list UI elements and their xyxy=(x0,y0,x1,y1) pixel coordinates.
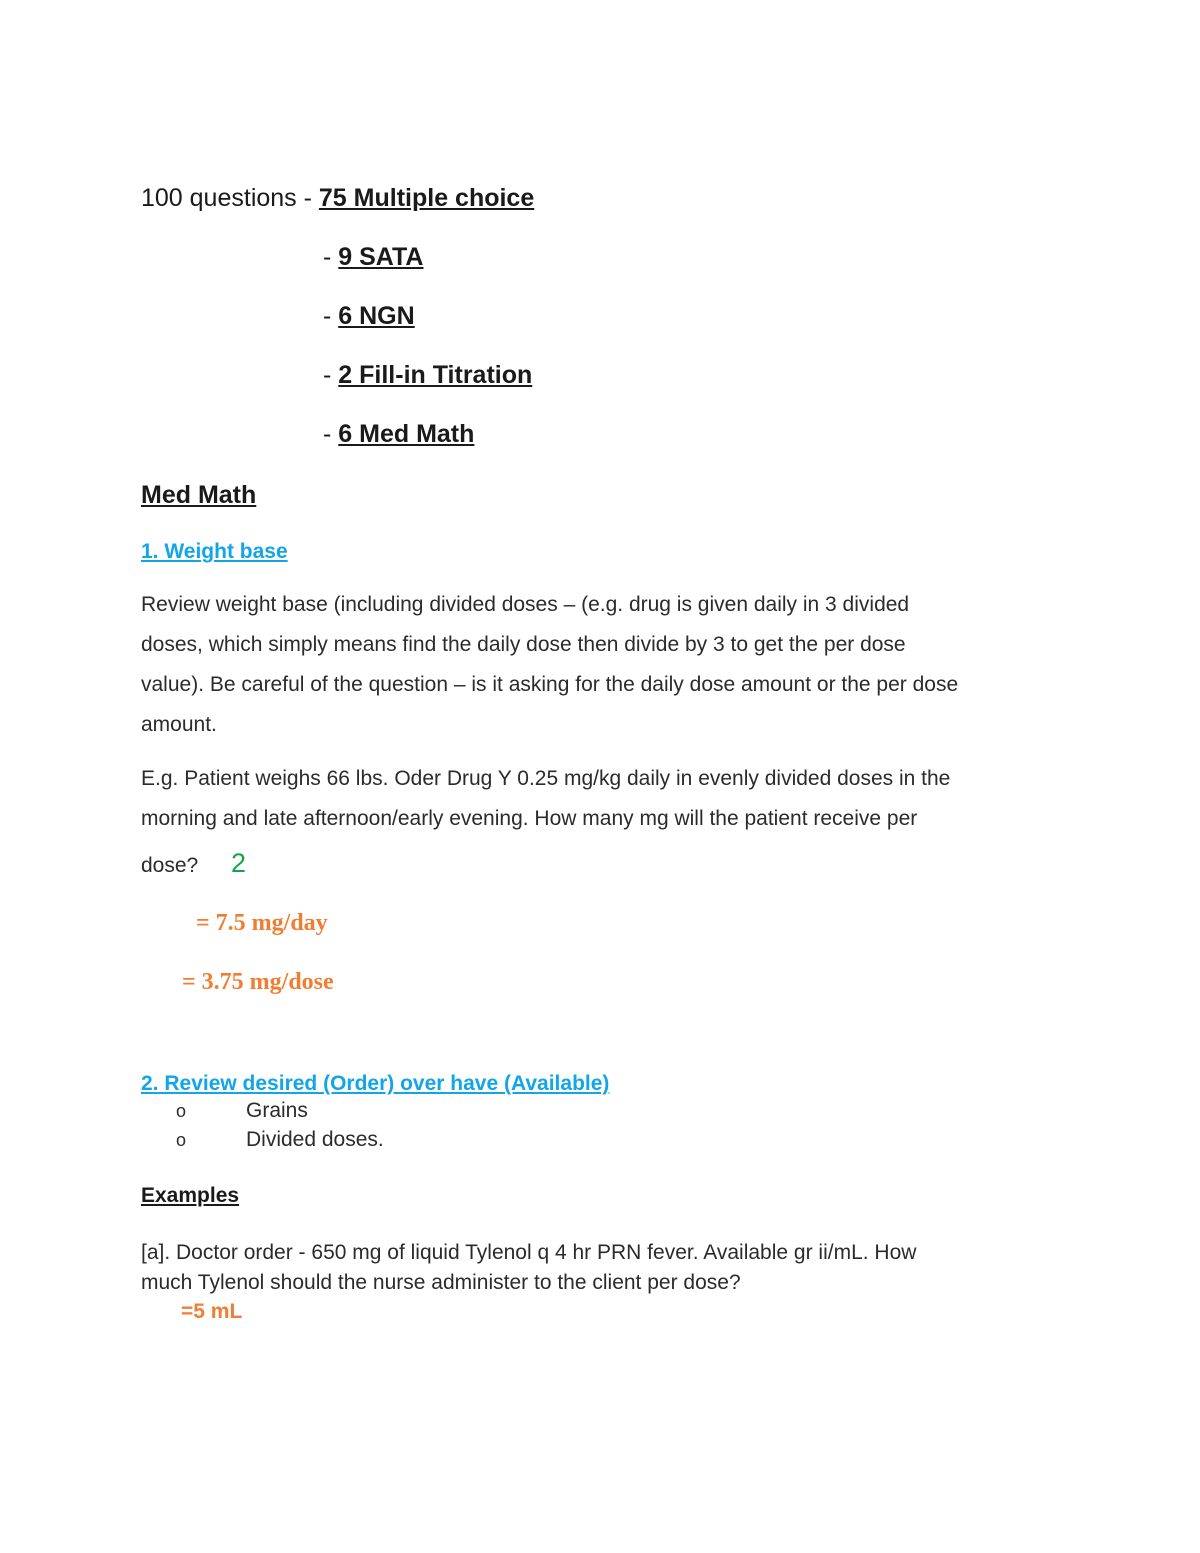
bullet-marker: o xyxy=(176,1130,187,1150)
section-desired-over-have-heading: 2. Review desired (Order) over have (Available) xyxy=(141,1072,610,1095)
example-a-answer xyxy=(181,1300,242,1324)
summary-dash: - xyxy=(323,302,339,330)
med-math-title: Med Math xyxy=(141,481,257,509)
summary-item-multiple-choice: 75 Multiple choice xyxy=(318,184,535,212)
answer-equals: = xyxy=(181,1300,194,1323)
example-a-line: [a]. Doctor order - 650 mg of liquid Tylenol q 4 hr PRN fever. Available gr ii/mL. How xyxy=(141,1241,917,1264)
summary-lead: 100 questions - xyxy=(141,184,319,212)
paragraph-line: Review weight base (including divided doses – (e.g. drug is given daily in 3 divided xyxy=(141,593,910,616)
bullet-marker: o xyxy=(176,1101,187,1121)
summary-item-ngn: 6 NGN xyxy=(338,302,415,330)
summary-dash: - xyxy=(323,420,339,448)
bullet-text: Grains xyxy=(246,1099,308,1122)
weight-base-paragraph xyxy=(141,585,958,745)
weight-base-example xyxy=(141,759,950,839)
example-tail-line xyxy=(141,846,198,886)
bullet-item-grains xyxy=(176,1099,308,1123)
summary-dash: - xyxy=(323,243,339,271)
example-line: morning and late afternoon/early evening. How many mg will the patient receive per xyxy=(141,807,918,830)
example-a-line: much Tylenol should the nurse administer to the client per dose? xyxy=(141,1271,741,1294)
summary-line-1 xyxy=(141,184,534,213)
paragraph-line: value). Be careful of the question – is it asking for the daily dose amount or the per dose xyxy=(141,673,959,696)
example-a xyxy=(141,1238,916,1298)
summary-line-3 xyxy=(323,302,415,331)
example-line: E.g. Patient weighs 66 lbs. Oder Drug Y 0.25 mg/kg daily in evenly divided doses in the xyxy=(141,767,951,790)
answer-marker: 2 xyxy=(231,848,247,878)
summary-item-fill-in-titration: 2 Fill-in Titration xyxy=(338,361,533,389)
answer-per-dose: = 3.75 mg/dose xyxy=(182,969,334,995)
examples-title: Examples xyxy=(141,1184,240,1207)
example-tail: dose? xyxy=(141,854,199,877)
answer-value: 5 mL xyxy=(193,1300,243,1323)
summary-line-2 xyxy=(323,243,423,272)
paragraph-line: doses, which simply means find the daily dose then divide by 3 to get the per dose xyxy=(141,633,906,656)
bullet-item-divided-doses xyxy=(176,1128,384,1152)
section-weight-base-heading: 1. Weight base xyxy=(141,540,288,563)
summary-item-sata: 9 SATA xyxy=(338,243,424,271)
answer-per-day: = 7.5 mg/day xyxy=(196,910,328,936)
summary-item-med-math: 6 Med Math xyxy=(338,420,475,448)
bullet-text: Divided doses. xyxy=(246,1128,384,1151)
summary-dash: - xyxy=(323,361,339,389)
paragraph-line: amount. xyxy=(141,713,217,736)
summary-line-4 xyxy=(323,361,532,390)
summary-line-5 xyxy=(323,420,474,449)
